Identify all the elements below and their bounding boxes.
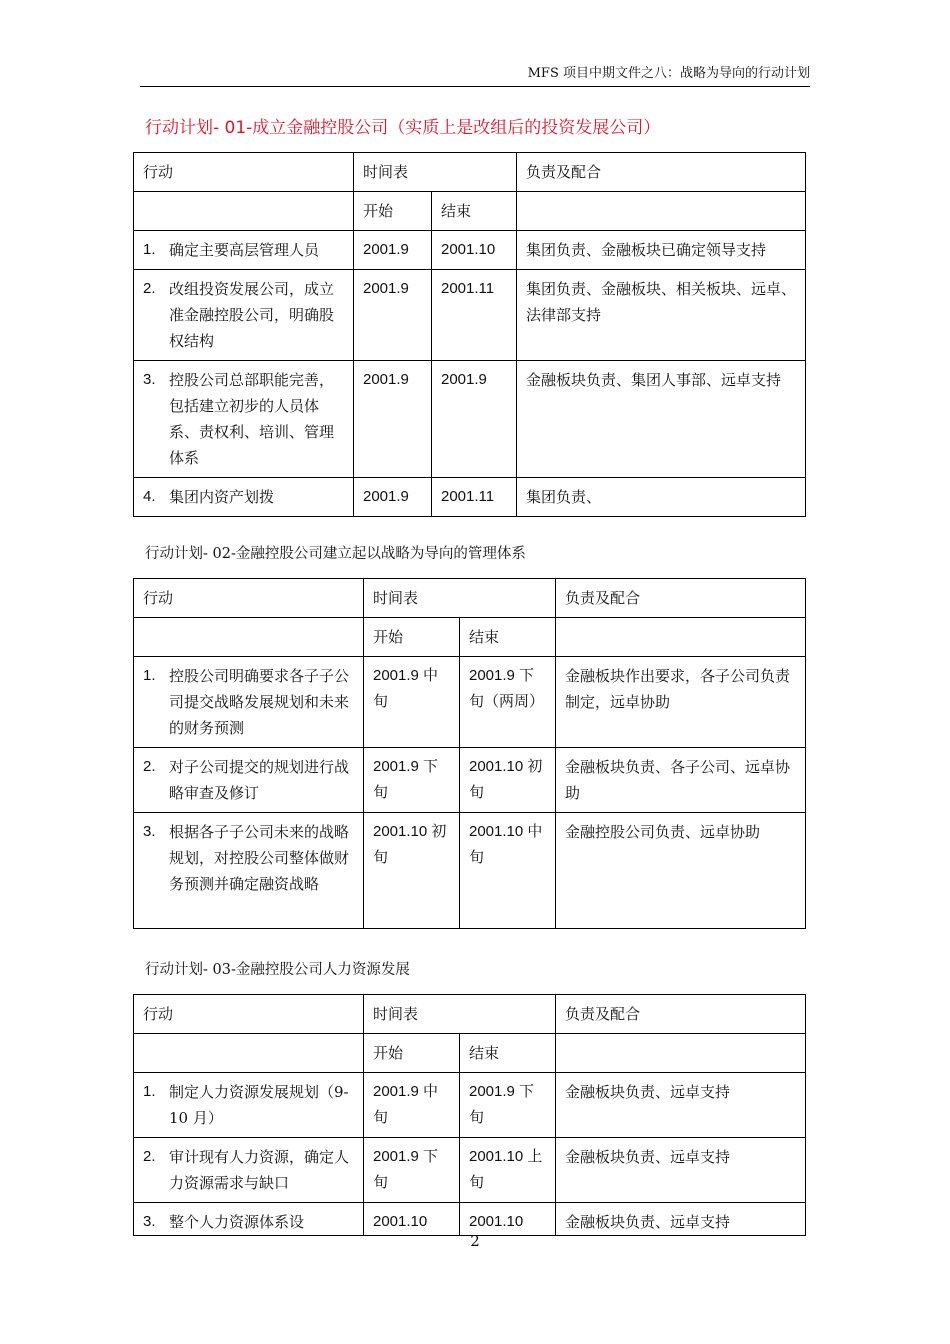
page-number: 2 — [470, 1232, 480, 1250]
owner-cell: 金融板块负责、远卓支持 — [556, 1138, 806, 1203]
start-cell: 2001.9 下旬 — [364, 748, 460, 813]
action-cell — [134, 1073, 364, 1138]
start-cell: 2001.9 — [354, 478, 432, 517]
action-table — [133, 994, 806, 1236]
end-cell: 2001.9 下旬 — [460, 1073, 556, 1138]
start-cell: 2001.10 — [364, 1203, 460, 1236]
empty-cell — [556, 1034, 806, 1073]
action-table — [133, 152, 806, 517]
col-header-start: 开始 — [354, 192, 432, 231]
row-number: 2. — [143, 1148, 156, 1165]
action-cell — [134, 478, 354, 517]
section-title: 行动计划- 03-金融控股公司人力资源发展 — [145, 962, 410, 978]
owner-cell: 集团负责、 — [517, 478, 806, 517]
row-number: 1. — [143, 1083, 156, 1100]
owner-cell: 金融板块作出要求，各子公司负责制定，远卓协助 — [556, 657, 806, 748]
action-text: 确定主要高层管理人员 — [169, 241, 320, 259]
start-cell: 2001.9 — [354, 231, 432, 270]
col-header-schedule: 时间表 — [354, 153, 517, 192]
row-number: 1. — [143, 241, 156, 258]
start-cell: 2001.9 — [354, 270, 432, 361]
action-cell — [134, 1138, 364, 1203]
end-cell: 2001.10 — [460, 1203, 556, 1236]
action-text: 集团内资产划拨 — [169, 488, 275, 506]
owner-cell: 金融板块负责、集团人事部、远卓支持 — [517, 361, 806, 478]
empty-cell — [134, 618, 364, 657]
empty-cell — [556, 618, 806, 657]
end-cell: 2001.9 — [432, 361, 517, 478]
col-header-action: 行动 — [134, 995, 364, 1034]
owner-cell: 集团负责、金融板块、相关板块、远卓、法律部支持 — [517, 270, 806, 361]
start-cell: 2001.9 — [354, 361, 432, 478]
end-cell: 2001.11 — [432, 478, 517, 517]
end-cell: 2001.10 中旬 — [460, 813, 556, 929]
action-cell — [134, 813, 364, 929]
owner-cell: 集团负责、金融板块已确定领导支持 — [517, 231, 806, 270]
action-text: 对子公司提交的规划进行战略审查及修订 — [169, 758, 350, 802]
end-cell: 2001.10 初旬 — [460, 748, 556, 813]
end-cell: 2001.9 下旬（两周） — [460, 657, 556, 748]
start-cell: 2001.10 初旬 — [364, 813, 460, 929]
action-cell — [134, 657, 364, 748]
action-text: 制定人力资源发展规划（9-10 月） — [169, 1083, 349, 1127]
action-text: 审计现有人力资源，确定人力资源需求与缺口 — [169, 1148, 350, 1192]
action-cell — [134, 361, 354, 478]
owner-cell: 金融板块负责、远卓支持 — [556, 1073, 806, 1138]
col-header-schedule: 时间表 — [364, 995, 556, 1034]
action-table — [133, 578, 806, 929]
start-cell: 2001.9 中旬 — [364, 657, 460, 748]
empty-cell — [134, 1034, 364, 1073]
empty-cell — [134, 192, 354, 231]
empty-cell — [517, 192, 806, 231]
end-cell: 2001.11 — [432, 270, 517, 361]
action-text: 控股公司明确要求各子子公司提交战略发展规划和未来的财务预测 — [169, 667, 350, 737]
owner-cell: 金融板块负责、远卓支持 — [556, 1203, 806, 1236]
row-number: 3. — [143, 371, 156, 388]
action-cell — [134, 270, 354, 361]
action-text: 根据各子子公司未来的战略规划，对控股公司整体做财务预测并确定融资战略 — [169, 823, 350, 893]
section-title: 行动计划- 02-金融控股公司建立起以战略为导向的管理体系 — [145, 546, 526, 562]
row-number: 2. — [143, 758, 156, 775]
col-header-owner: 负责及配合 — [556, 995, 806, 1034]
action-cell — [134, 748, 364, 813]
section-title: 行动计划- 01-成立金融控股公司（实质上是改组后的投资发展公司） — [145, 118, 661, 138]
end-cell: 2001.10 上旬 — [460, 1138, 556, 1203]
action-cell — [134, 1203, 364, 1236]
col-header-action: 行动 — [134, 153, 354, 192]
page-header: MFS 项目中期文件之八：战略为导向的行动计划 — [140, 62, 810, 87]
col-header-owner: 负责及配合 — [556, 579, 806, 618]
col-header-action: 行动 — [134, 579, 364, 618]
col-header-start: 开始 — [364, 618, 460, 657]
row-number: 3. — [143, 1213, 156, 1230]
col-header-schedule: 时间表 — [364, 579, 556, 618]
start-cell: 2001.9 中旬 — [364, 1073, 460, 1138]
action-text: 整个人力资源体系设 — [169, 1213, 305, 1231]
start-cell: 2001.9 下旬 — [364, 1138, 460, 1203]
row-number: 4. — [143, 488, 156, 505]
owner-cell: 金融板块负责、各子公司、远卓协助 — [556, 748, 806, 813]
col-header-start: 开始 — [364, 1034, 460, 1073]
owner-cell: 金融控股公司负责、远卓协助 — [556, 813, 806, 929]
col-header-owner: 负责及配合 — [517, 153, 806, 192]
action-cell — [134, 231, 354, 270]
col-header-end: 结束 — [432, 192, 517, 231]
action-text: 改组投资发展公司，成立准金融控股公司，明确股权结构 — [169, 280, 335, 350]
row-number: 1. — [143, 667, 156, 684]
end-cell: 2001.10 — [432, 231, 517, 270]
row-number: 3. — [143, 823, 156, 840]
row-number: 2. — [143, 280, 156, 297]
col-header-end: 结束 — [460, 618, 556, 657]
action-text: 控股公司总部职能完善，包括建立初步的人员体系、责权利、培训、管理体系 — [169, 371, 335, 467]
col-header-end: 结束 — [460, 1034, 556, 1073]
